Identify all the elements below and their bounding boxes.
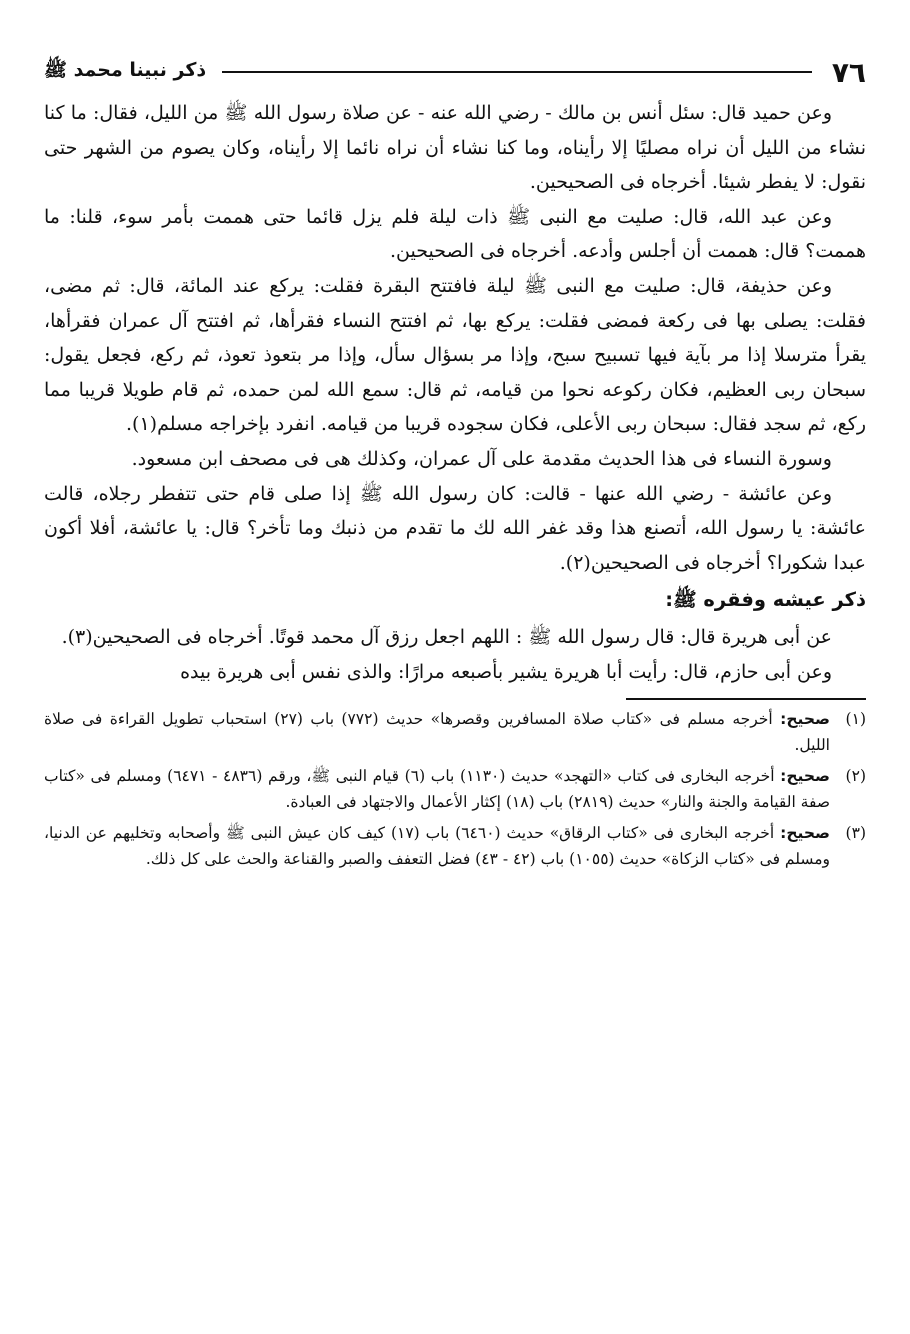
- paragraph-abdullah: وعن عبد الله، قال: صليت مع النبى ﷺ ذات ليلة فلم يزل قائما حتى هممت بأمر سوء، قلنا: ما هممت؟ قال: هممت أن أجلس وأدعه. أخرجاه فى الصحيحين.: [44, 205, 866, 263]
- footnote-number: (٢): [845, 766, 866, 785]
- footnote-1: [44, 706, 866, 759]
- footnote-grade: صحيح:: [780, 709, 830, 728]
- page-number: ٧٦: [831, 55, 866, 89]
- running-title: ذكر نبينا محمد ﷺ: [44, 59, 207, 81]
- section-heading: ذكر عيشه وفقره ﷺ:: [665, 588, 866, 612]
- footnote-text: أخرجه البخارى فى «كتاب الرقاق» حديث (٦٤٦٠) باب (١٧) كيف كان عيش النبى ﷺ وأصحابه وتخليهم عن الدنيا، ومسلم فى «كتاب الزكاة» حديث (١٠٥٥) باب (٤٢ - ٤٣) فضل التعفف والصبر والقناعة والحث على كل ذلك.: [44, 823, 830, 868]
- footnote-grade: صحيح:: [780, 823, 830, 842]
- footnote-3: [44, 820, 866, 873]
- footnote-grade: صحيح:: [780, 766, 831, 785]
- header-rule: [222, 71, 812, 73]
- footnote-rule: [626, 698, 866, 700]
- footnote-number: (١): [845, 709, 866, 728]
- footnote-2: [44, 763, 866, 816]
- book-page: [44, 50, 866, 877]
- paragraph-aishah: وعن عائشة - رضي الله عنها - قالت: كان رسول الله ﷺ إذا صلى قام حتى تتفطر رجلاه، قالت عائشة: يا رسول الله، أتصنع هذا وقد غفر الله لك ما تقدم من ذنبك وما تأخر؟ قال: يا عائشة، أفلا أكون عبدا شكورا؟ أخرجاه فى الصحيحين(٢).: [44, 482, 866, 574]
- paragraph-hudhayfah: وعن حذيفة، قال: صليت مع النبى ﷺ ليلة فافتتح البقرة فقلت: يركع عند المائة، قال: ثم مضى، فقلت: يصلى بها فى ركعة فمضى فقلت: يركع بها، ثم افتتح النساء فقرأها، ثم افتتح آل عمران فقرأها، يقرأ مترسلا إذا مر بآية فيها تسبيح سبح، وإذا مر بسؤال سأل، وإذا مر بتعوذ تعوذ، ثم ركع، فجعل يقول: سبحان ربى العظيم، فكان ركوعه نحوا من قيامه، ثم قال: سمع الله لمن حمده، ثم قام طويلا قريبا مما ركع، ثم سجد فقال: سبحان ربى الأعلى، فكان سجوده قريبا من قيامه. انفرد بإخراجه مسلم(١).: [44, 274, 866, 436]
- body-text: [44, 96, 866, 690]
- page-header: [44, 50, 866, 94]
- footnote-text: أخرجه البخارى فى كتاب «التهجد» حديث (١١٣٠) باب (٦) قيام النبى ﷺ، ورقم (٤٨٣٦ - ٦٤٧١) ومسلم فى «كتاب صفة القيامة والجنة والنار» حديث (٢٨١٩) باب (١٨) إكثار الأعمال والاجتهاد فى العبادة.: [44, 766, 830, 811]
- paragraph-abu-hurairah: عن أبى هريرة قال: قال رسول الله ﷺ : اللهم اجعل رزق آل محمد قوتًا. أخرجاه فى الصحيحين(٣).: [61, 626, 832, 649]
- footnotes: [44, 706, 866, 873]
- paragraph-surah-note: وسورة النساء فى هذا الحديث مقدمة على آل عمران، وكذلك هى فى مصحف ابن مسعود.: [131, 447, 832, 470]
- footnote-number: (٣): [845, 823, 866, 842]
- paragraph-humaid: وعن حميد قال: سئل أنس بن مالك - رضي الله عنه - عن صلاة رسول الله ﷺ من الليل، فقال: ما كنا نشاء من الليل أن نراه مصليًا إلا رأيناه، وما كنا نشاء أن نراه نائما إلا رأيناه، وكان يصوم من الشهر حتى نقول: لا يفطر شيئا. أخرجاه فى الصحيحين.: [44, 102, 866, 194]
- paragraph-abu-hazim: وعن أبى حازم، قال: رأيت أبا هريرة يشير بأصبعه مرارًا: والذى نفس أبى هريرة بيده: [180, 660, 832, 683]
- footnote-text: أخرجه مسلم فى «كتاب صلاة المسافرين وقصرها» حديث (٧٧٢) باب (٢٧) استحباب تطويل القراءة فى صلاة الليل.: [44, 709, 830, 754]
